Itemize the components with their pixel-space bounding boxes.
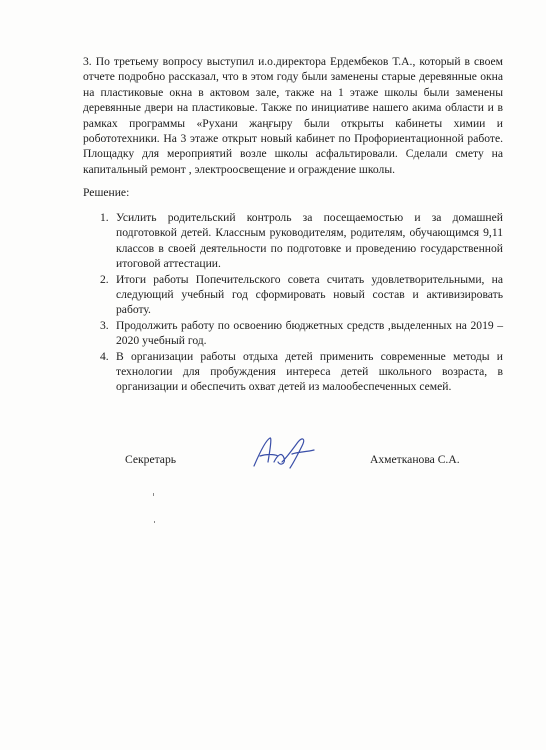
decision-item — [100, 210, 503, 272]
decision-item-number: 2. — [100, 272, 109, 286]
signatory-name: Ахметканова С.А. — [370, 453, 460, 466]
scan-speck — [153, 493, 154, 496]
decision-item-number: 3. — [100, 318, 109, 332]
agenda-item-3-paragraph: 3. По третьему вопросу выступил и.о.директора Ердембеков Т.А., который в своем отчете подробно рассказал, что в этом году были заменены старые деревянные окна на пластиковые окна в актовом зале, также на 1 этаже школы были заменены деревянные двери на пластиковые. Также по инициативе нашего акима области и в рамках программы «Рухани жаңғыру были открыты кабинеты химии и робототехники. На 3 этаже открыт новый кабинет по Профориентационной работе. Площадку для мероприятий возле школы асфальтировали. Сделали смету на капитальный ремонт , электроосвещение и ограждение школы. — [83, 55, 503, 176]
scan-speck — [154, 521, 155, 523]
decision-heading: Решение: — [83, 186, 130, 199]
decision-item — [100, 318, 503, 349]
decision-item — [100, 272, 503, 318]
decision-item-number: 1. — [100, 211, 109, 224]
decision-item-number: 4. — [100, 349, 109, 363]
decision-item-text: Продолжить работу по освоению бюджетных средств ,выделенных на 2019 – 2020 учебный год. — [116, 318, 503, 348]
signatory-role: Секретарь — [125, 453, 177, 466]
decision-item-text: Итоги работы Попечительского совета считать удовлетворительными, на следующий учебный год сформировать новый состав и активизировать работу. — [116, 272, 503, 317]
handwritten-signature — [248, 432, 318, 474]
decision-item — [100, 349, 503, 395]
decision-list — [100, 210, 503, 395]
decision-item-text: В организации работы отдыха детей применить современные методы и технологии для пробуждения интереса детей школьного возраста, в организации и обеспечить охват детей из малообеспеченных семей. — [116, 349, 503, 394]
decision-item-text: Усилить родительский контроль за посещаемостью и за домашней подготовкой детей. Классным руководителям, родителям, обучающимся 9,11 классов в своей деятельности по подготовке и проведению государственной итоговой аттестации. — [116, 211, 503, 271]
